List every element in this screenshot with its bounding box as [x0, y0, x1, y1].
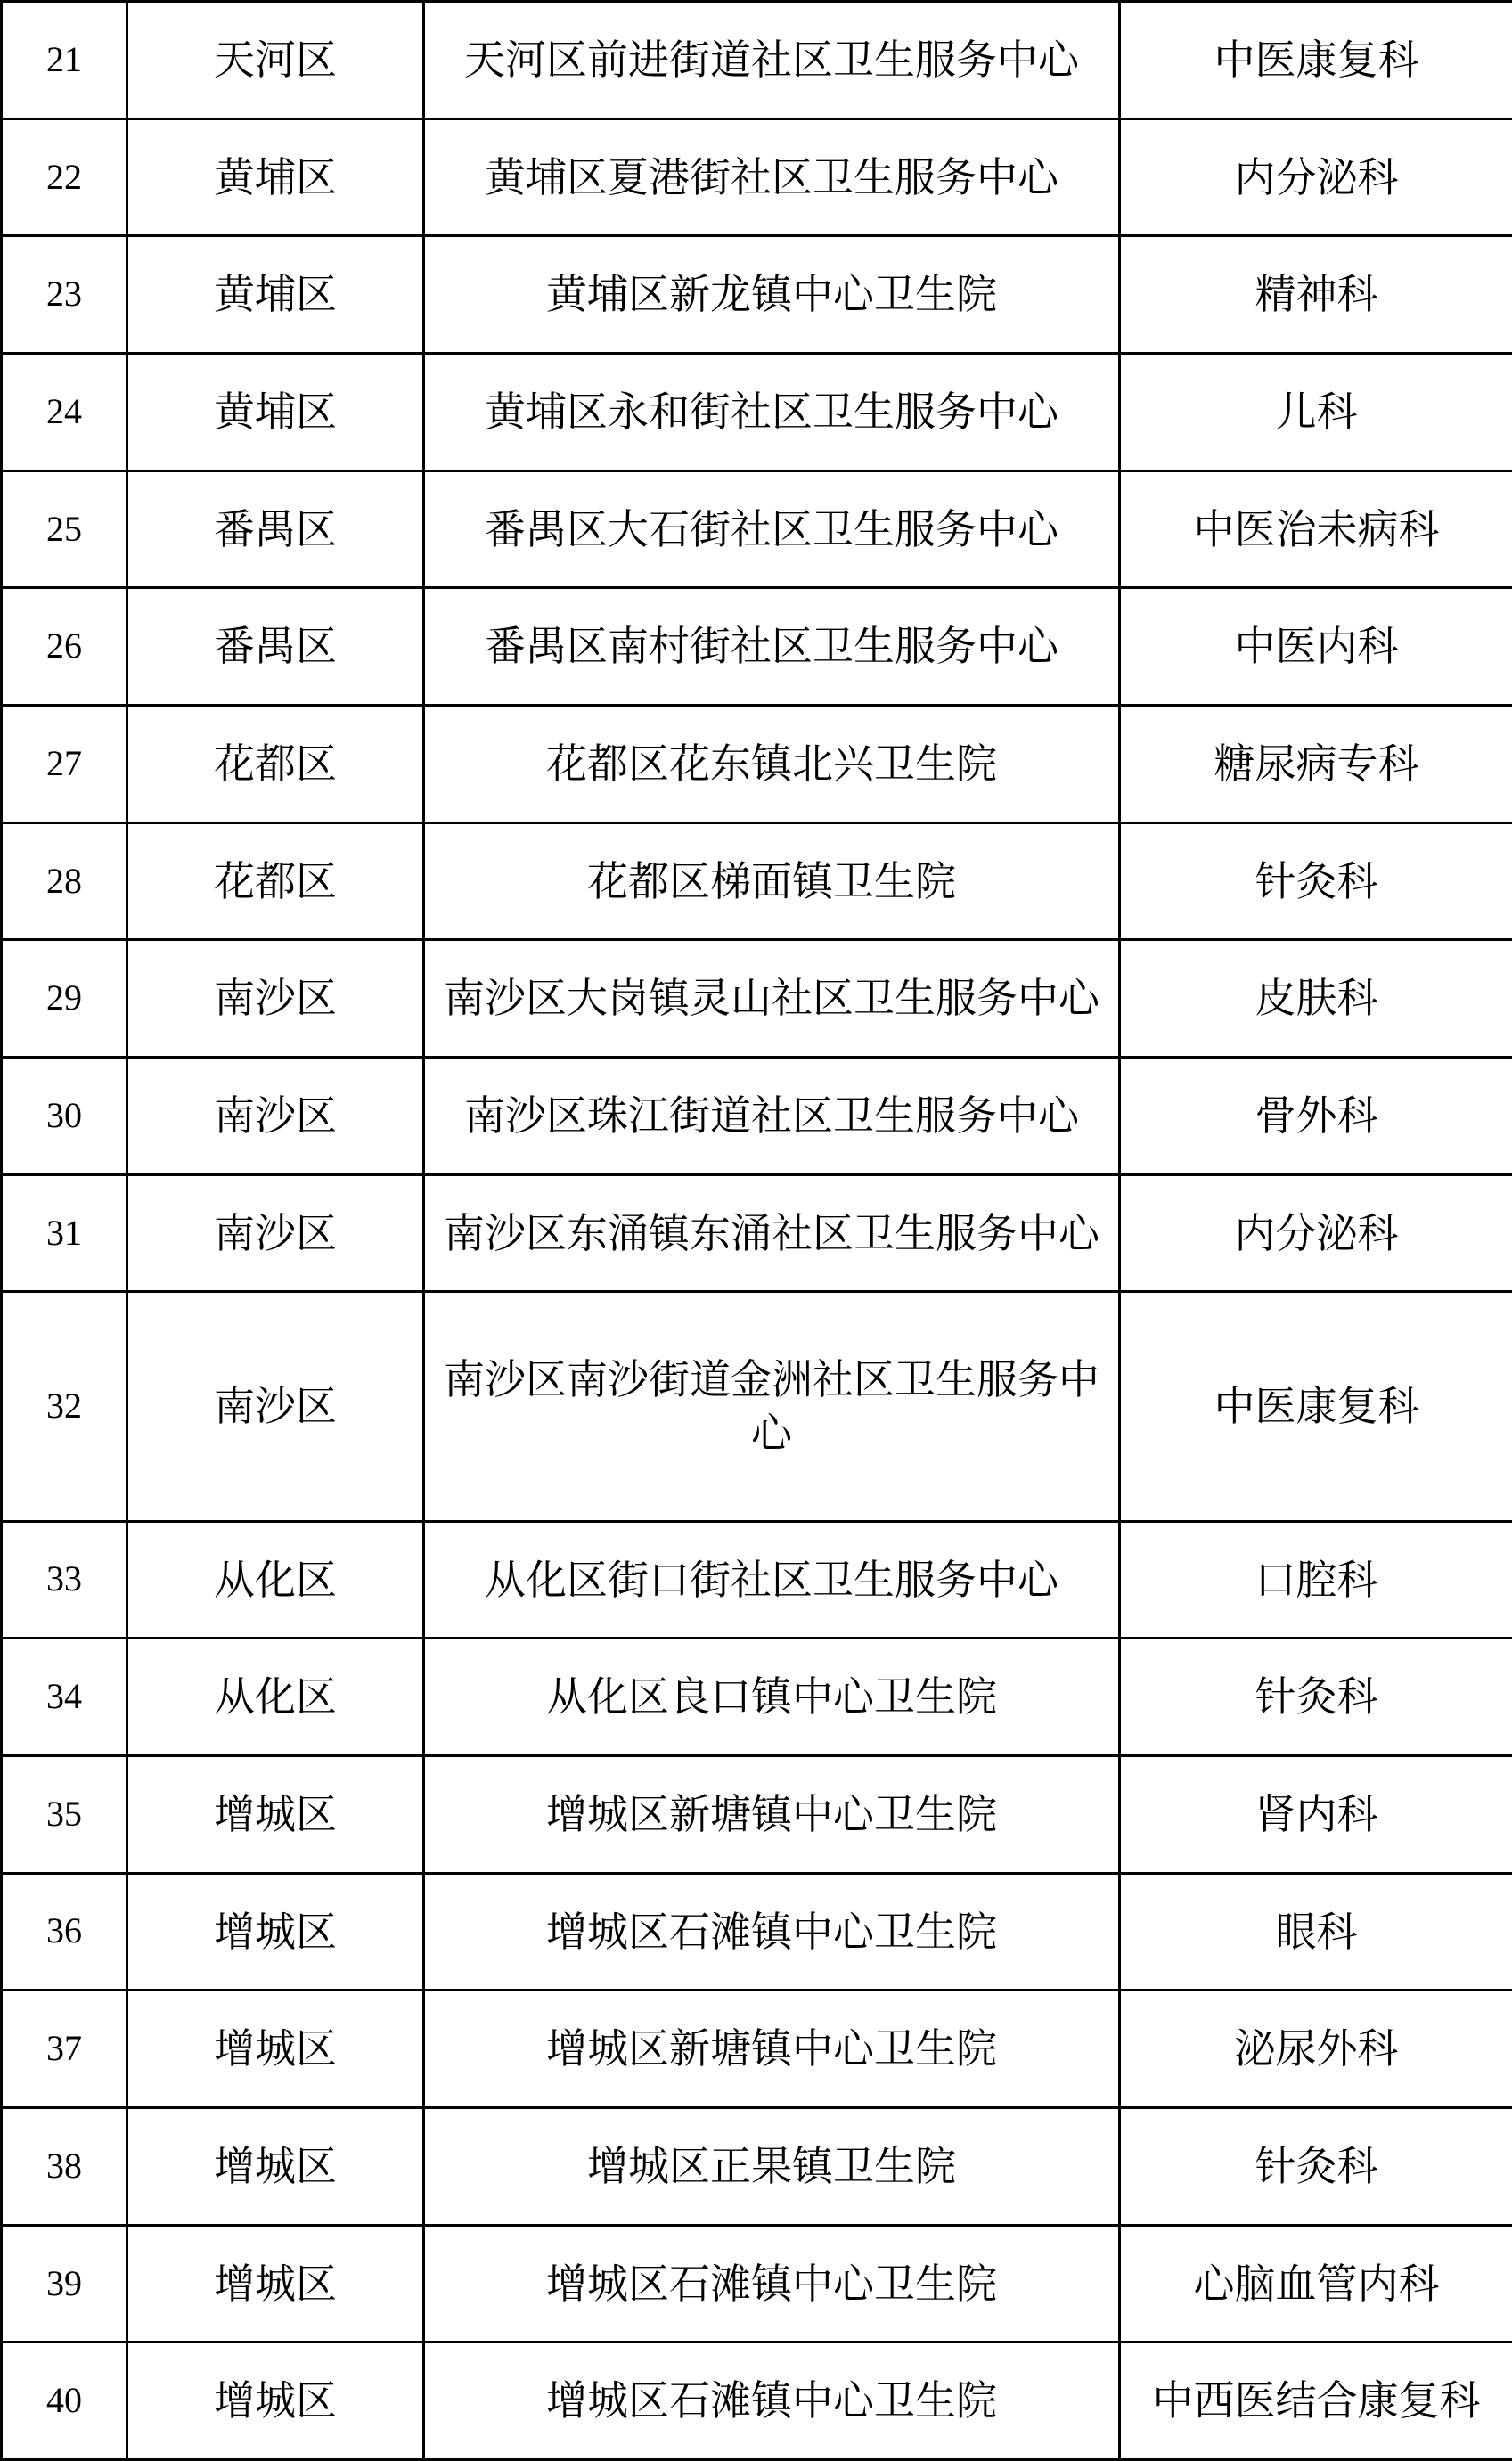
- institution-cell: 番禺区南村街社区卫生服务中心: [424, 588, 1120, 706]
- district-cell: 从化区: [127, 1521, 424, 1639]
- institution-cell: 从化区良口镇中心卫生院: [424, 1639, 1120, 1756]
- table-row: [2, 940, 1512, 1058]
- row-number-cell: 33: [2, 1521, 127, 1639]
- department-cell: 精神科: [1120, 236, 1512, 354]
- department-cell: 肾内科: [1120, 1755, 1512, 1873]
- table-row: [2, 2342, 1512, 2460]
- district-cell: 南沙区: [127, 1058, 424, 1175]
- district-cell: 番禺区: [127, 588, 424, 706]
- district-cell: 黄埔区: [127, 236, 424, 354]
- district-cell: 南沙区: [127, 1174, 424, 1292]
- district-cell: 花都区: [127, 822, 424, 940]
- institution-cell: 黄埔区夏港街社区卫生服务中心: [424, 119, 1120, 236]
- table-row: [2, 1639, 1512, 1756]
- institution-cell: 增城区新塘镇中心卫生院: [424, 1991, 1120, 2108]
- institution-cell: 花都区花东镇北兴卫生院: [424, 706, 1120, 823]
- table-row: [2, 1991, 1512, 2108]
- table-row: [2, 822, 1512, 940]
- district-cell: 增城区: [127, 2107, 424, 2225]
- department-cell: 中医治未病科: [1120, 470, 1512, 588]
- district-cell: 增城区: [127, 1755, 424, 1873]
- row-number-cell: 25: [2, 470, 127, 588]
- department-cell: 眼科: [1120, 1873, 1512, 1991]
- department-cell: 针灸科: [1120, 1639, 1512, 1756]
- department-cell: 心脑血管内科: [1120, 2225, 1512, 2342]
- table-row: [2, 236, 1512, 354]
- institution-cell: 南沙区大岗镇灵山社区卫生服务中心: [424, 940, 1120, 1058]
- institution-cell: 增城区石滩镇中心卫生院: [424, 2342, 1120, 2460]
- table-row: [2, 2107, 1512, 2225]
- department-cell: 泌尿外科: [1120, 1991, 1512, 2108]
- table-row: [2, 1873, 1512, 1991]
- department-cell: 针灸科: [1120, 2107, 1512, 2225]
- district-cell: 南沙区: [127, 940, 424, 1058]
- department-cell: 中医康复科: [1120, 2, 1512, 119]
- row-number-cell: 22: [2, 119, 127, 236]
- table-row: [2, 588, 1512, 706]
- table-row: [2, 1521, 1512, 1639]
- institution-cell: 南沙区南沙街道金洲社区卫生服务中心: [424, 1292, 1120, 1521]
- district-cell: 增城区: [127, 1873, 424, 1991]
- department-cell: 糖尿病专科: [1120, 706, 1512, 823]
- institution-cell: 黄埔区永和街社区卫生服务中心: [424, 354, 1120, 471]
- institution-cell: 增城区石滩镇中心卫生院: [424, 1873, 1120, 1991]
- district-cell: 南沙区: [127, 1292, 424, 1521]
- table-row: [2, 706, 1512, 823]
- department-cell: 中西医结合康复科: [1120, 2342, 1512, 2460]
- department-cell: 内分泌科: [1120, 119, 1512, 236]
- row-number-cell: 40: [2, 2342, 127, 2460]
- row-number-cell: 23: [2, 236, 127, 354]
- district-cell: 天河区: [127, 2, 424, 119]
- district-cell: 增城区: [127, 1991, 424, 2108]
- institution-cell: 南沙区珠江街道社区卫生服务中心: [424, 1058, 1120, 1175]
- district-cell: 增城区: [127, 2225, 424, 2342]
- table-row: [2, 354, 1512, 471]
- row-number-cell: 27: [2, 706, 127, 823]
- row-number-cell: 39: [2, 2225, 127, 2342]
- row-number-cell: 35: [2, 1755, 127, 1873]
- institution-cell: 增城区新塘镇中心卫生院: [424, 1755, 1120, 1873]
- row-number-cell: 26: [2, 588, 127, 706]
- district-cell: 黄埔区: [127, 354, 424, 471]
- district-cell: 从化区: [127, 1639, 424, 1756]
- row-number-cell: 21: [2, 2, 127, 119]
- institution-cell: 南沙区东涌镇东涌社区卫生服务中心: [424, 1174, 1120, 1292]
- row-number-cell: 34: [2, 1639, 127, 1756]
- department-cell: 针灸科: [1120, 822, 1512, 940]
- institution-cell: 番禺区大石街社区卫生服务中心: [424, 470, 1120, 588]
- institution-cell: 增城区石滩镇中心卫生院: [424, 2225, 1120, 2342]
- row-number-cell: 37: [2, 1991, 127, 2108]
- table-row: [2, 2, 1512, 119]
- table-row: [2, 119, 1512, 236]
- institution-cell: 黄埔区新龙镇中心卫生院: [424, 236, 1120, 354]
- department-cell: 口腔科: [1120, 1521, 1512, 1639]
- institution-cell: 天河区前进街道社区卫生服务中心: [424, 2, 1120, 119]
- institution-cell: 花都区梯面镇卫生院: [424, 822, 1120, 940]
- table-row: [2, 1755, 1512, 1873]
- row-number-cell: 36: [2, 1873, 127, 1991]
- district-cell: 花都区: [127, 706, 424, 823]
- row-number-cell: 28: [2, 822, 127, 940]
- district-cell: 黄埔区: [127, 119, 424, 236]
- table-row: [2, 1292, 1512, 1521]
- department-cell: 中医内科: [1120, 588, 1512, 706]
- district-cell: 增城区: [127, 2342, 424, 2460]
- table-row: [2, 2225, 1512, 2342]
- table-body: [2, 2, 1512, 2460]
- row-number-cell: 32: [2, 1292, 127, 1521]
- institution-cell: 从化区街口街社区卫生服务中心: [424, 1521, 1120, 1639]
- row-number-cell: 31: [2, 1174, 127, 1292]
- table-row: [2, 470, 1512, 588]
- row-number-cell: 38: [2, 2107, 127, 2225]
- department-cell: 皮肤科: [1120, 940, 1512, 1058]
- institution-cell: 增城区正果镇卫生院: [424, 2107, 1120, 2225]
- department-cell: 内分泌科: [1120, 1174, 1512, 1292]
- table-row: [2, 1174, 1512, 1292]
- row-number-cell: 30: [2, 1058, 127, 1175]
- table-row: [2, 1058, 1512, 1175]
- department-cell: 骨外科: [1120, 1058, 1512, 1175]
- department-cell: 儿科: [1120, 354, 1512, 471]
- department-cell: 中医康复科: [1120, 1292, 1512, 1521]
- row-number-cell: 29: [2, 940, 127, 1058]
- row-number-cell: 24: [2, 354, 127, 471]
- district-cell: 番禺区: [127, 470, 424, 588]
